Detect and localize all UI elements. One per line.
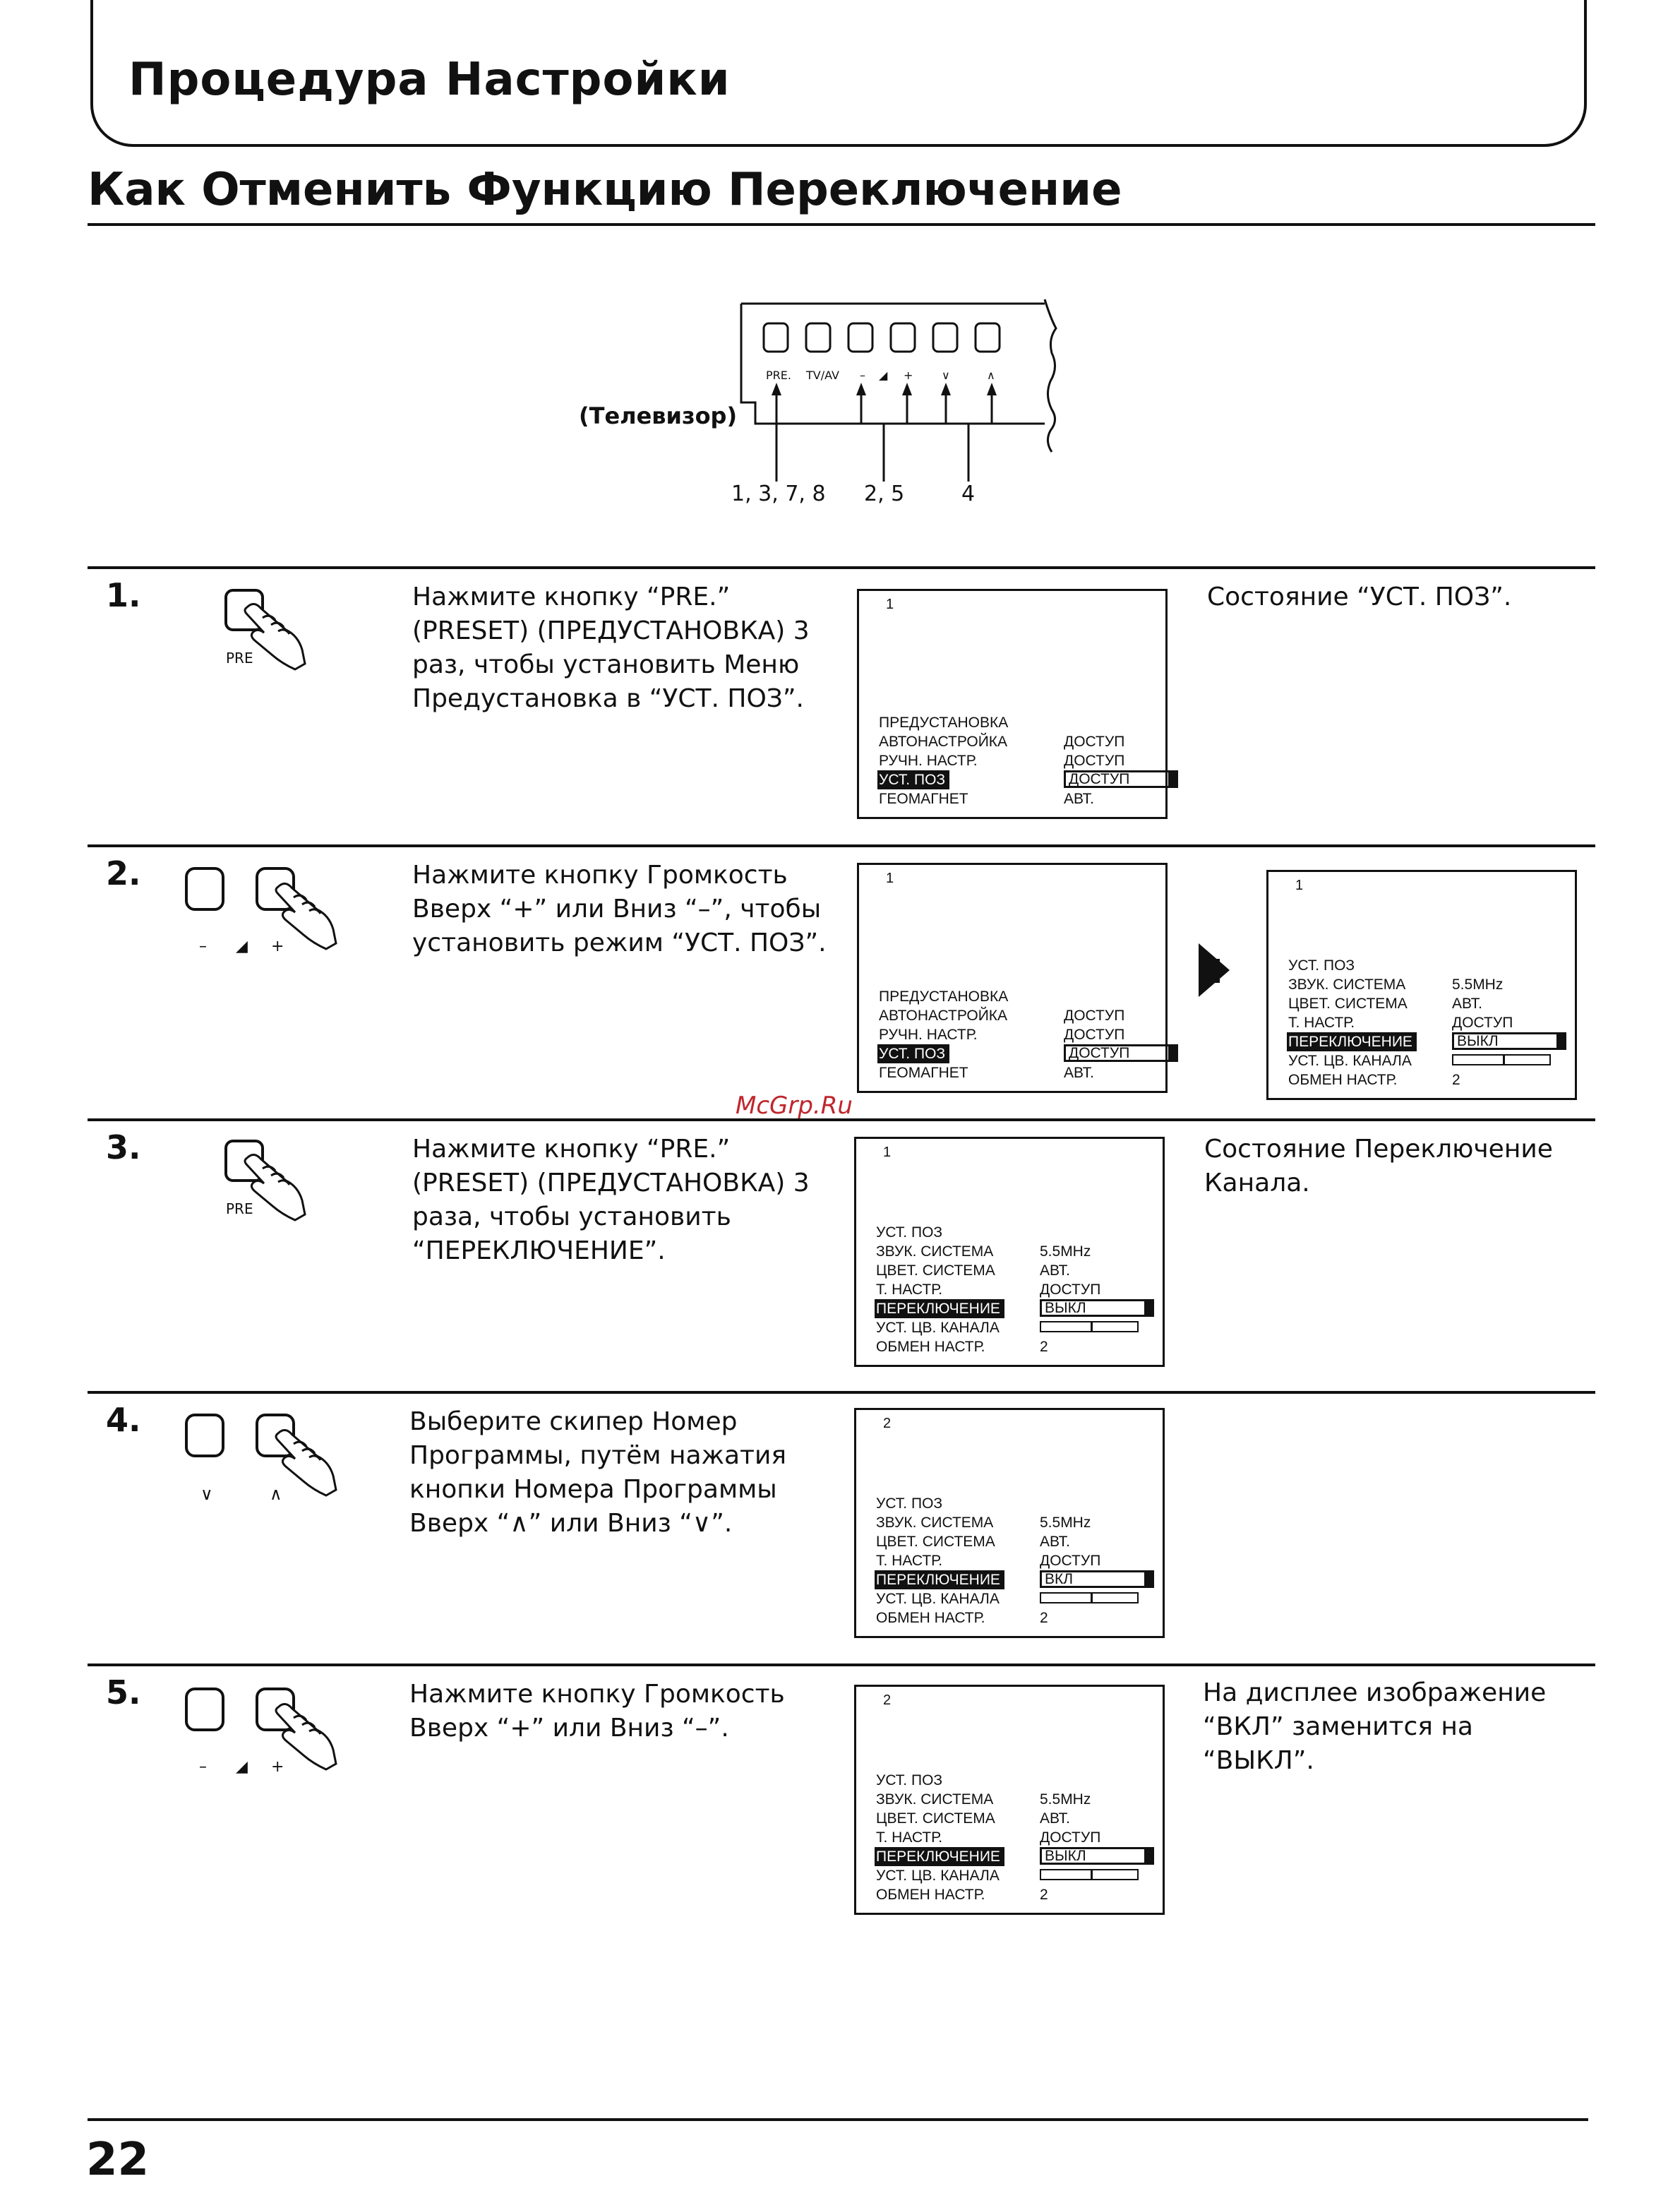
plus-label: + [271,938,284,955]
step-rule [88,1664,1595,1666]
osd-row-label: УСТ. ПОЗ [876,1495,943,1512]
osd-row-label: УСТ. ЦВ. КАНАЛА [876,1320,1000,1336]
osd-row-label: УСТ. ЦВ. КАНАЛА [876,1591,1000,1607]
osd-row-label: Т. НАСТР. [876,1282,943,1298]
osd-channel-number: 1 [1295,878,1304,893]
osd-row-label: ПЕРЕКЛЮЧЕНИЕ [875,1299,1004,1318]
step-number: 2. [106,854,141,892]
osd-row-value: 5.5MHz [1040,1243,1091,1260]
osd-row-label: РУЧН. НАСТР. [879,753,978,769]
program-buttons-illustration [182,1411,366,1517]
color-channel-bar [1040,1592,1139,1603]
callout-volume: 2, 5 [864,482,905,506]
osd-row-label: ПЕРЕКЛЮЧЕНИЕ [875,1570,1004,1589]
osd-row-value: АВТ. [1064,1065,1094,1081]
osd-screen [857,863,1168,1093]
osd-row-label: Т. НАСТР. [1288,1015,1355,1031]
osd-row-value: 2 [1040,1610,1048,1626]
osd-row-label: ЦВЕТ. СИСТЕМА [876,1810,995,1827]
tv-label-plus: + [904,369,913,382]
osd-row-value: АВТ. [1452,996,1482,1012]
step-number: 1. [106,576,141,614]
osd-row-label: ОБМЕН НАСТР. [876,1887,985,1903]
osd-row-value: ДОСТУП [1064,770,1178,788]
osd-row-label: ОБМЕН НАСТР. [876,1610,985,1626]
osd-row-value: 5.5MHz [1452,976,1504,993]
osd-row-label: ПРЕДУСТАНОВКА [879,988,1009,1005]
pre-button-illustration [219,1137,332,1229]
osd-row-label: УСТ. ЦВ. КАНАЛА [876,1868,1000,1884]
osd-screen [857,589,1168,819]
down-label: ∨ [200,1484,213,1504]
osd-row-value: ДОСТУП [1452,1015,1513,1031]
bar-tick [1091,1321,1093,1332]
osd-row-value: ДОСТУП [1064,734,1125,750]
step-note: Состояние Переключение Канала. [1204,1135,1553,1197]
section-title: Как Отменить Функцию Переключение [88,164,1122,216]
color-channel-bar [1452,1054,1551,1065]
osd-row-value: АВТ. [1040,1262,1070,1279]
tv-label-pre: PRE. [766,369,791,382]
osd-row-label: ЦВЕТ. СИСТЕМА [876,1534,995,1550]
bar-tick [1091,1869,1093,1880]
osd-row-label: АВТОНАСТРОЙКА [879,734,1008,750]
tv-label-down: ∨ [942,369,950,382]
step-note: Состояние “УСТ. ПОЗ”. [1207,583,1512,611]
tv-label-volume: ◢ [879,369,888,382]
osd-row-value: ВКЛ [1040,1570,1154,1588]
callout-program: 4 [961,482,976,506]
osd-row-label: ОБМЕН НАСТР. [876,1339,985,1355]
osd-row-label: УСТ. ПОЗ [876,1772,943,1788]
osd-row-label: ОБМЕН НАСТР. [1288,1072,1398,1088]
plus-label: + [271,1758,284,1776]
osd-row-label: ЗВУК. СИСТЕМА [876,1791,994,1808]
osd-row-value: АВТ. [1040,1534,1070,1550]
osd-row-value: 2 [1040,1887,1048,1903]
step-number: 3. [106,1128,141,1166]
osd-row-label: ПЕРЕКЛЮЧЕНИЕ [1287,1032,1417,1051]
osd-row-value: ДОСТУП [1064,1044,1178,1062]
minus-label: – [199,938,207,955]
osd-row-value: 2 [1452,1072,1460,1088]
osd-row-label: АВТОНАСТРОЙКА [879,1008,1008,1024]
osd-row-label: ЦВЕТ. СИСТЕМА [1288,996,1408,1012]
osd-row-value: ВЫКЛ [1452,1032,1566,1050]
osd-row-label: ГЕОМАГНЕТ [879,791,968,807]
osd-row-label: Т. НАСТР. [876,1553,943,1569]
osd-row-value: 5.5MHz [1040,1515,1091,1531]
osd-channel-number: 2 [883,1416,892,1431]
step-rule [88,566,1595,569]
tv-caption: (Телевизор) [579,402,738,429]
osd-screen-result [1266,870,1577,1100]
osd-row-value: АВТ. [1040,1810,1070,1827]
step-number: 5. [106,1673,141,1712]
osd-row-label: УСТ. ПОЗ [877,770,949,789]
osd-row-value: ДОСТУП [1064,753,1125,769]
osd-row-label: ПЕРЕКЛЮЧЕНИЕ [875,1847,1004,1866]
step-instruction: Нажмите кнопку “PRE.” (PRESET) (ПРЕДУСТАНОВКА) 3 раз, чтобы установить Меню Предустановка в “УСТ. ПОЗ”. [412,583,810,713]
osd-row-value: ВЫКЛ [1040,1847,1154,1865]
tv-label-minus: – [860,369,865,382]
bar-tick [1503,1054,1505,1065]
minus-label: – [199,1758,207,1776]
osd-row-value: ДОСТУП [1064,1008,1125,1024]
osd-row-label: Т. НАСТР. [876,1829,943,1846]
osd-channel-number: 2 [883,1692,892,1708]
callout-pre: 1, 3, 7, 8 [731,482,826,506]
bar-tick [1091,1592,1093,1603]
section-rule [88,223,1595,226]
osd-row-value: 5.5MHz [1040,1791,1091,1808]
step-note: На дисплее изображение “ВКЛ” заменится на “ВЫКЛ”. [1203,1678,1547,1775]
volume-label: ◢ [236,1758,248,1776]
osd-row-label: ЦВЕТ. СИСТЕМА [876,1262,995,1279]
osd-channel-number: 1 [883,1145,892,1160]
osd-screen [854,1685,1165,1915]
osd-screen [854,1408,1165,1638]
volume-buttons-illustration [182,864,366,970]
osd-row-value: ДОСТУП [1040,1829,1101,1846]
step-instruction: Нажмите кнопку Громкость Вверх “+” или Вниз “–”, чтобы установить режим “УСТ. ПОЗ”. [412,861,827,957]
tv-label-up: ∧ [987,369,995,382]
step-rule [88,844,1595,847]
footer-rule [88,2118,1588,2121]
step-instruction: Нажмите кнопку “PRE.” (PRESET) (ПРЕДУСТАНОВКА) 3 раза, чтобы установить “ПЕРЕКЛЮЧЕНИЕ”. [412,1135,810,1265]
osd-row-value: ДОСТУП [1040,1282,1101,1298]
page-header-title: Процедура Настройки [128,54,731,106]
step-number: 4. [106,1401,141,1439]
color-channel-bar [1040,1321,1139,1332]
osd-channel-number: 1 [886,871,894,886]
watermark: McGrp.Ru [736,1092,853,1120]
up-label: ∧ [270,1484,282,1504]
osd-row-label: ЗВУК. СИСТЕМА [876,1515,994,1531]
key-label: PRE [226,1200,253,1217]
tv-label-tvav: TV/AV [806,369,839,382]
osd-channel-number: 1 [886,597,894,612]
osd-row-label: УСТ. ПОЗ [877,1044,949,1063]
osd-row-label: ПРЕДУСТАНОВКА [879,715,1009,731]
arrow-shaft [1199,959,1220,983]
osd-screen [854,1137,1165,1367]
page-number: 22 [86,2134,150,2186]
step-rule [88,1391,1595,1394]
osd-row-value: ВЫКЛ [1040,1299,1154,1317]
volume-label: ◢ [236,938,248,955]
volume-buttons-illustration [182,1685,366,1791]
osd-row-value: АВТ. [1064,791,1094,807]
osd-row-value: ДОСТУП [1064,1027,1125,1043]
osd-row-value: ДОСТУП [1040,1553,1101,1569]
osd-row-label: УСТ. ЦВ. КАНАЛА [1288,1053,1412,1069]
osd-row-label: ЗВУК. СИСТЕМА [1288,976,1406,993]
osd-row-value: 2 [1040,1339,1048,1355]
key-label: PRE [226,650,253,667]
pre-button-illustration [219,586,332,678]
step-instruction: Выберите скипер Номер Программы, путём нажатия кнопки Номера Программы Вверх “∧” или Вниз “∨”. [409,1407,787,1538]
osd-row-label: ГЕОМАГНЕТ [879,1065,968,1081]
osd-row-label: ЗВУК. СИСТЕМА [876,1243,994,1260]
color-channel-bar [1040,1869,1139,1880]
osd-row-label: УСТ. ПОЗ [876,1224,943,1241]
step-instruction: Нажмите кнопку Громкость Вверх “+” или Вниз “–”. [409,1680,785,1743]
osd-row-label: УСТ. ПОЗ [1288,957,1355,974]
osd-row-label: РУЧН. НАСТР. [879,1027,978,1043]
